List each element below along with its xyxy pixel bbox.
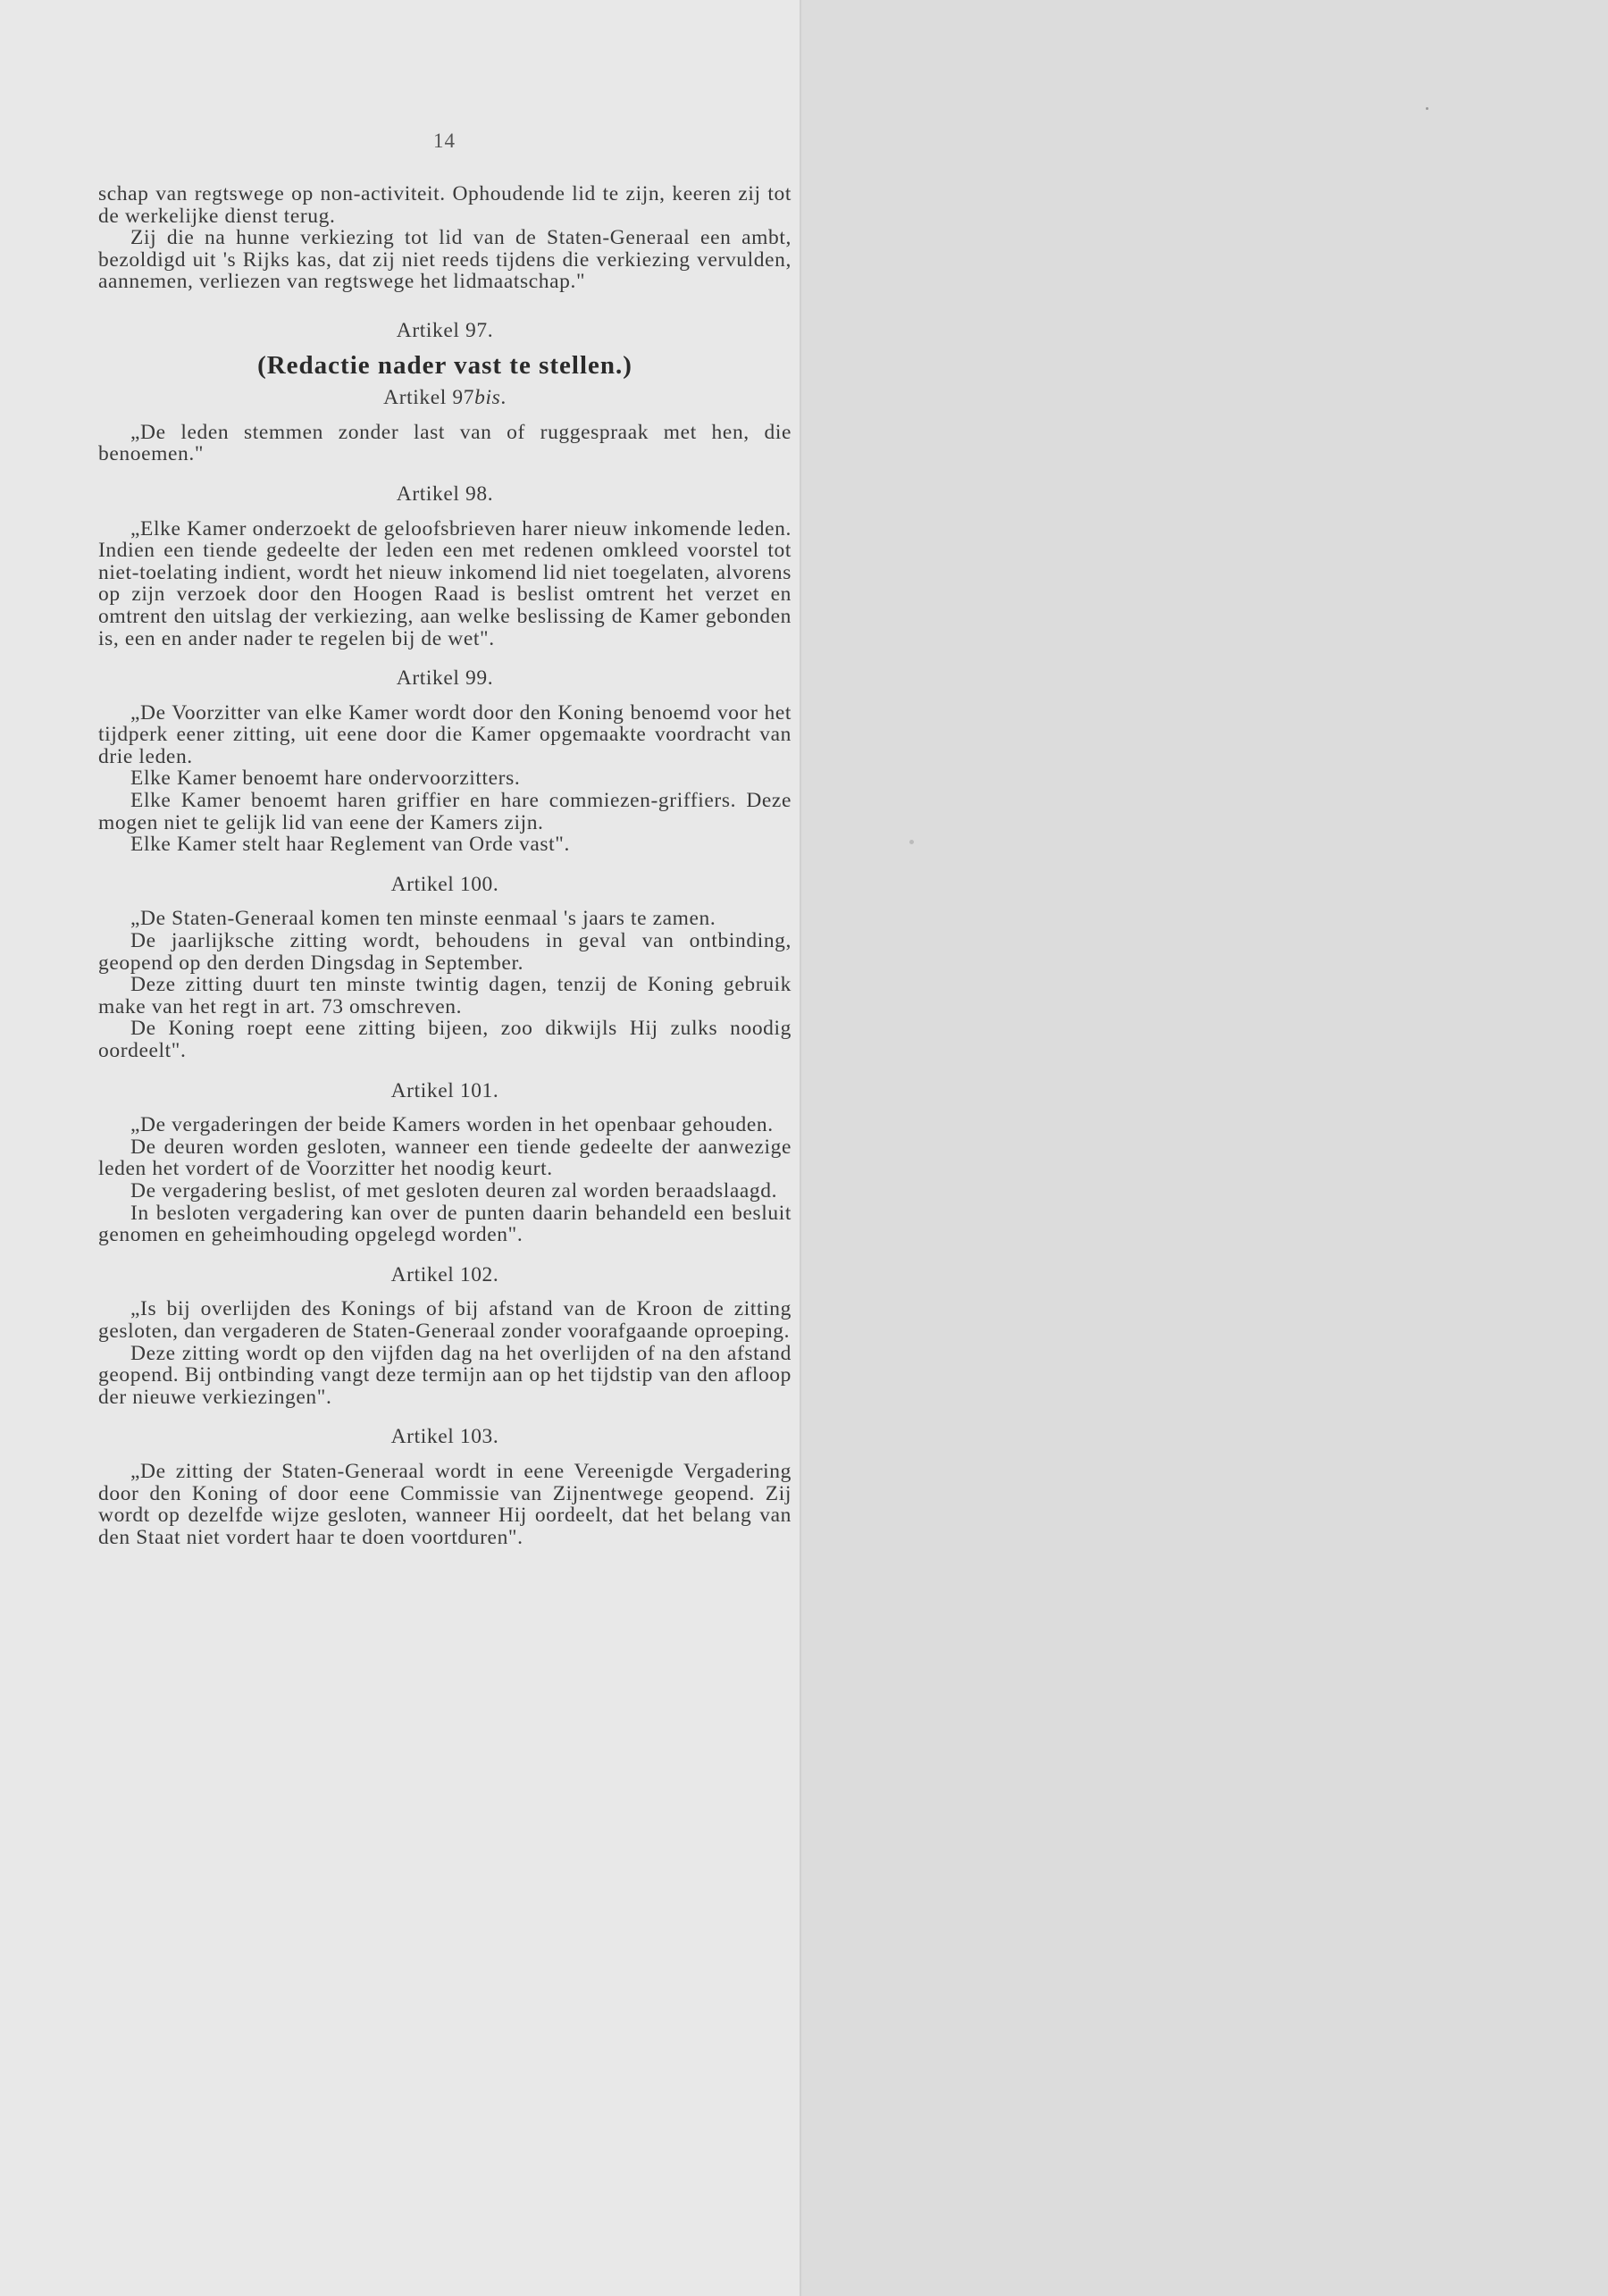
right-page-blank: [800, 0, 1608, 2296]
article-101-paragraph: In besloten vergadering kan over de punten daarin behandeld een besluit genomen en geheimhouding opgelegd worden".: [98, 1201, 791, 1247]
article-98-heading: Artikel 98.: [396, 482, 494, 506]
intro-paragraph-2: Zij die na hunne verkiezing tot lid van de Staten-Generaal een ambt, bezoldigd uit 's Rijks kas, dat zij niet reeds tijdens die verkiezing vervulden, aannemen, verliezen van regtswege het lidmaatschap.": [98, 226, 791, 294]
article-97-note: (Redactie nader vast te stellen.): [257, 350, 632, 380]
intro-paragraph-1: schap van regtswege op non-activiteit. Ophoudende lid te zijn, keeren zij tot de werkelijke dienst terug.: [98, 182, 791, 228]
paper-speck: [909, 840, 914, 844]
article-101-paragraph: „De vergaderingen der beide Kamers worden in het openbaar gehouden.: [130, 1113, 774, 1137]
article-102-paragraph: „Is bij overlijden des Konings of bij afstand van de Kroon de zitting gesloten, dan vergaderen de Staten-Generaal zonder voorafgaande oproeping.: [98, 1297, 791, 1343]
article-99-paragraph: Elke Kamer benoemt hare ondervoorzitters.: [130, 767, 521, 791]
article-102-paragraph: Deze zitting wordt op den vijfden dag na het overlijden of na den afstand geopend. Bij ontbinding vangt deze termijn aan op het tijdstip van den afloop der nieuwe verkiezingen".: [98, 1341, 791, 1409]
article-100-paragraph: De jaarlijksche zitting wordt, behoudens in geval van ontbinding, geopend op den derden Dingsdag in September.: [98, 929, 791, 975]
article-101-paragraph: De deuren worden gesloten, wanneer een tiende gedeelte der aanwezige leden het vordert of de Voorzitter het noodig keurt.: [98, 1135, 791, 1181]
page-number: 14: [433, 130, 456, 152]
article-99-paragraph: Elke Kamer stelt haar Reglement van Orde vast".: [130, 833, 570, 857]
article-100-heading: Artikel 100.: [390, 872, 499, 896]
article-103-paragraph: „De zitting der Staten-Generaal wordt in eene Vereenigde Vergadering door den Koning of door eene Commissie van Zijnentwege geopend. Zij wordt op dezelfde wijze gesloten, wanneer Hij oordeelt, dat het belang van den Staat niet vordert haar te doen voortduren".: [98, 1459, 791, 1549]
article-102-heading: Artikel 102.: [390, 1262, 499, 1286]
article-99-heading: Artikel 99.: [396, 666, 494, 691]
article-100-paragraph: „De Staten-Generaal komen ten minste eenmaal 's jaars te zamen.: [130, 907, 716, 931]
article-100-paragraph: De Koning roept eene zitting bijeen, zoo dikwijls Hij zulks noodig oordeelt".: [98, 1017, 791, 1062]
article-99-paragraph: „De Voorzitter van elke Kamer wordt door den Koning benoemd voor het tijdperk eener zitting, uit eene door die Kamer opgemaakte voordracht van drie leden.: [98, 700, 791, 768]
article-103-heading: Artikel 103.: [390, 1425, 499, 1449]
article-101-heading: Artikel 101.: [390, 1078, 499, 1102]
article-101-paragraph: De vergadering beslist, of met gesloten deuren zal worden beraadslaagd.: [130, 1178, 778, 1202]
article-98-paragraph: „Elke Kamer onderzoekt de geloofsbrieven harer nieuw inkomende leden. Indien een tiende gedeelte der leden een met redenen omkleed voorstel tot niet-toelating indient, wordt het nieuw inkomend lid niet toegelaten, alvorens op zijn verzoek door den Hoogen Raad is beslist omtrent het verzet en omtrent den uitslag der verkiezing, aan welke beslissing de Kamer gebonden is, een en ander nader te regelen bij de wet".: [98, 516, 791, 650]
paper-speck: [1426, 107, 1428, 110]
article-97bis-heading: Artikel 97bis.: [383, 386, 507, 410]
document-body: [98, 183, 791, 1548]
article-100-paragraph: Deze zitting duurt ten minste twintig dagen, tenzij de Koning gebruik make van het regt in art. 73 omschreven.: [98, 973, 791, 1018]
article-99-paragraph: Elke Kamer benoemt haren griffier en hare commiezen-griffiers. Deze mogen niet te gelijk lid van eene der Kamers zijn.: [98, 789, 791, 834]
article-97-heading: Artikel 97.: [396, 318, 494, 342]
article-97bis-paragraph: „De leden stemmen zonder last van of ruggespraak met hen, die benoemen.": [98, 420, 791, 466]
